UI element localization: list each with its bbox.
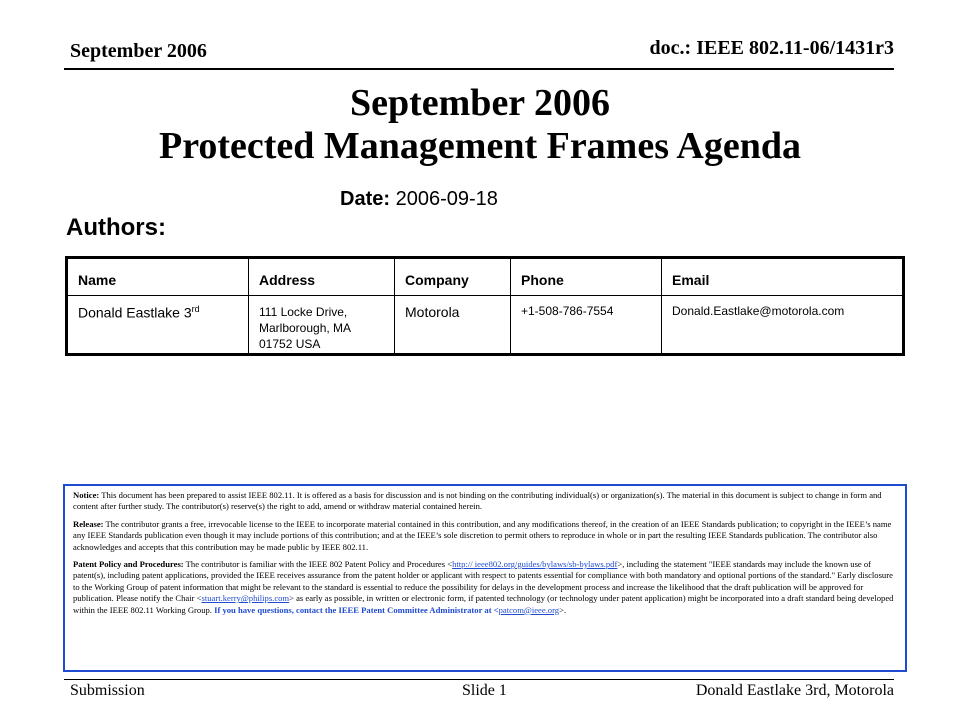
bylaws-link[interactable]: http:// ieee802.org/guides/bylaws/sb-bylaws.pdf <box>452 559 618 570</box>
patcom-email-link[interactable]: patcom@ieee.org <box>498 604 560 615</box>
title-line-2: Protected Management Frames Agenda <box>159 125 801 167</box>
date-label: Date: <box>340 188 391 210</box>
slide-number: Slide 1 <box>462 682 507 699</box>
table-row <box>67 296 904 355</box>
slide-title <box>0 82 960 168</box>
authors-label: Authors: <box>66 214 166 241</box>
notice-text: This document has been prepared to assist IEEE 802.11. It is offered as a basis for discussion and is not binding on the contributing individual(s) or organization(s). The material in this document is subject to change in form and content after further study. The contributor(s) reserve(s) the right to add, amend or withdraw material contained herein. <box>73 490 882 512</box>
table-header-row <box>67 258 904 296</box>
patent-paragraph <box>73 559 897 616</box>
cell-company: Motorola <box>395 296 511 355</box>
chair-email-link[interactable]: stuart.kerry@philips.com <box>201 593 290 604</box>
header-doc-id: doc.: IEEE 802.11-06/1431r3 <box>649 37 894 59</box>
cell-address: 111 Locke Drive, Marlborough, MA 01752 USA <box>249 296 395 355</box>
date-line <box>340 188 498 211</box>
title-line-1: September 2006 <box>350 82 610 124</box>
patent-contact-text: If you have questions, contact the IEEE Patent Committee Administrator at < <box>214 604 499 615</box>
patent-text-2: >, including the statement "IEEE standards may include the known use of patent(s), including patent applications, provided the IEEE receives assurance from the patent holder or applicant with respect to patents essential for compliance with both mandatory and optional portions of the standard." Early disclosure to the Working Group of patent information that might be relevant to the standard is essential to reduce the possibility for delays in the development process and increase the likelihood that the draft publication will be approved for publication. Please notify the Chair < <box>73 559 893 604</box>
footer-author: Donald Eastlake 3rd, Motorola <box>695 682 894 699</box>
release-paragraph <box>73 519 897 553</box>
patent-end: >. <box>559 604 567 615</box>
author-name: Donald Eastlake 3 <box>78 304 192 321</box>
release-label: Release: <box>73 518 104 529</box>
notice-paragraph <box>73 490 897 513</box>
patent-text-1: The contributor is familiar with the IEEE 802 Patent Policy and Procedures < <box>185 559 453 570</box>
header-divider <box>64 68 894 70</box>
author-name-suffix: rd <box>191 304 200 314</box>
cell-phone: +1-508-786-7554 <box>511 296 662 355</box>
patent-label: Patent Policy and Procedures: <box>73 559 184 570</box>
notice-label: Notice: <box>73 490 100 500</box>
col-header-company: Company <box>395 258 511 296</box>
date-value: 2006-09-18 <box>395 188 498 210</box>
col-header-address: Address <box>249 258 395 296</box>
notice-box <box>63 484 907 672</box>
col-header-phone: Phone <box>511 258 662 296</box>
cell-name <box>67 296 249 355</box>
col-header-email: Email <box>662 258 904 296</box>
authors-table <box>65 256 905 356</box>
col-header-name: Name <box>67 258 249 296</box>
header-left: September 2006 <box>70 40 207 62</box>
patent-text-3: > as early as possible, in written or electronic form, if patented technology (or technology under patent application) might be incorporated into a draft standard being developed within the IEEE 802.11 Working Group. <box>73 593 894 615</box>
footer-left: Submission <box>70 682 145 699</box>
footer-divider <box>64 679 894 680</box>
cell-email: Donald.Eastlake@motorola.com <box>662 296 904 355</box>
release-text: The contributor grants a free, irrevocable license to the IEEE to incorporate material contained in this contribution, and any modifications thereof, in the creation of an IEEE Standards publication; to copyright in the IEEE’s name any IEEE Standards publication even though it may include portions of this contribution; and at the IEEE’s sole discretion to permit others to reproduce in whole or in part the resulting IEEE Standards publication. The contributor also acknowledges and accepts that this contribution may be made public by IEEE 802.11. <box>73 518 892 552</box>
